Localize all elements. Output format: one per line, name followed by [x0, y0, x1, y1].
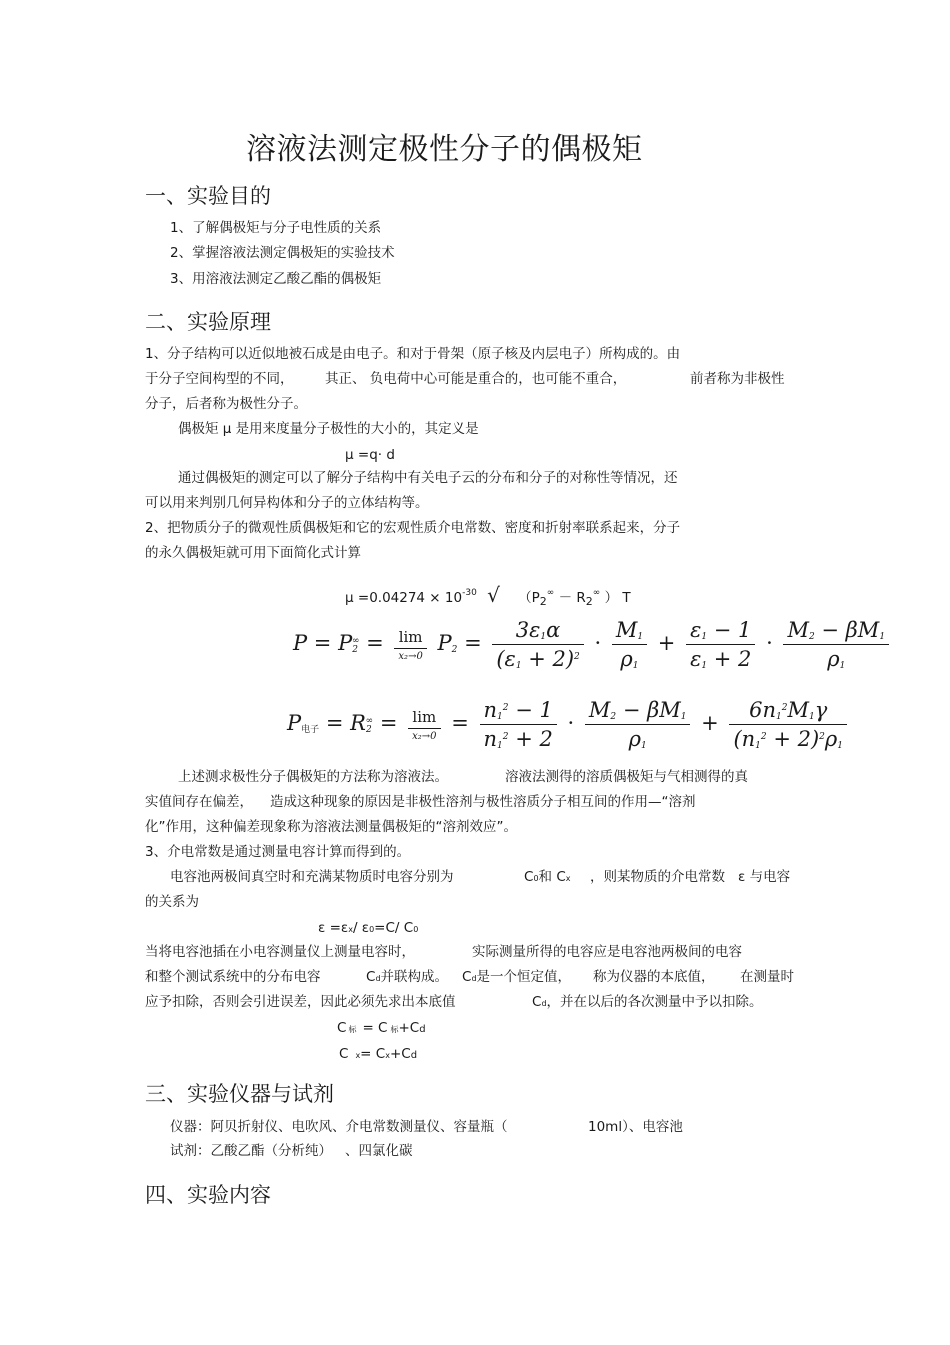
paragraph-line: ε 与电容: [738, 869, 791, 885]
section-heading-purpose: 一、实验目的: [145, 184, 271, 208]
dipole-formula-exponent: -30: [462, 588, 477, 598]
x-subscript: x: [385, 1051, 390, 1060]
standard-subscript: 标: [390, 1025, 399, 1034]
paragraph-line: 上述测求极性分子偶极矩的方法称为溶液法。: [178, 769, 448, 785]
molar-polarization-formula: $P = P_2^\infty$ = $\frac{\lim}{\text{x₂→0}}$ $P_2$ = $\frac{3\varepsilon_1\alpha}{(\varepsilon_1 + 2)^2}$ · $\frac{M_1}{\rho_1}$ + $\frac{\varepsilon_1 - 1}{\varepsilon_1 + 2}$ · $\frac{M_2 - \beta M_1}{\rho_1}$: [293, 618, 893, 671]
paragraph-line: 2、把物质分子的微观性质偶极矩和它的宏观性质介电常数、密度和折射率联系起来，分子: [145, 520, 681, 536]
dipole-definition-equation: μ =q· d: [345, 447, 395, 463]
subscript-d: d: [375, 974, 381, 983]
standard-subscript: 标: [348, 1025, 357, 1034]
x-subscript: x: [355, 1051, 361, 1060]
sqrt-symbol: √: [487, 583, 500, 607]
section-heading-principle: 二、实验原理: [145, 310, 271, 334]
subscript-0: 0: [413, 925, 419, 934]
paragraph-line: 造成这种现象的原因是非极性溶剂与极性溶质分子相互间的作用—“溶剂: [270, 794, 696, 810]
dipole-formula-p-infinity: ∞: [546, 588, 555, 598]
paragraph-line: 化”作用，这种偏差现象称为溶液法测量偶极矩的“溶剂效应”。: [145, 819, 517, 835]
subscript-x: x: [348, 925, 353, 934]
subscript-2: 2: [539, 595, 547, 608]
distributed-capacitance-2: [462, 969, 571, 985]
subscript-d: d: [419, 1024, 426, 1035]
paragraph-line: 在测量时: [740, 969, 794, 985]
paragraph-line: 溶液法测得的溶质偶极矩与气相测得的真: [505, 769, 748, 785]
paragraph-line: 于分子空间构型的不同，: [145, 371, 294, 387]
subscript-d: d: [541, 999, 547, 1008]
purpose-item-2: 2、掌握溶液法测定偶极矩的实验技术: [170, 245, 395, 261]
paragraph-line: 应予扣除，否则会引进误差，因此必须先求出本底值: [145, 994, 456, 1010]
subscript-0: 0: [533, 874, 539, 883]
purpose-item-1: 1、了解偶极矩与分子电性质的关系: [170, 220, 382, 236]
page-title: 溶液法测定极性分子的偶极矩: [246, 132, 643, 167]
paragraph-line: 3、介电常数是通过测量电容计算而得到的。: [145, 844, 411, 860]
subscript-d: d: [471, 974, 477, 983]
cd-symbol: C: [462, 969, 472, 985]
cd-symbol: C: [366, 969, 376, 985]
purpose-item-3: 3、用溶液法测定乙酸乙酯的偶极矩: [170, 271, 382, 287]
plus-c: +C: [389, 1046, 411, 1062]
paragraph-line: 当将电容池插在小电容测量仪上测量电容时，: [145, 944, 415, 960]
cd-symbol: C: [532, 994, 542, 1010]
paragraph-line: 和整个测试系统中的分布电容: [145, 969, 321, 985]
sample-capacitance-equation: [339, 1046, 417, 1062]
dipole-formula-r-term: － R: [558, 590, 586, 606]
subscript-d: d: [410, 1050, 418, 1061]
subscript-x: x: [565, 874, 571, 883]
c0-symbol: C: [524, 869, 534, 885]
distributed-capacitance: [366, 969, 448, 985]
reagents-line-2: 、四氯化碳: [345, 1143, 413, 1159]
c-symbol: C: [337, 1020, 347, 1036]
reagents-line: 试剂：乙酸乙酯（分析纯）: [170, 1143, 332, 1159]
molar-refraction-formula: $P_{电子} = R_2^\infty$ = $\frac{\lim}{\text{x₂→0}}$ = $\frac{n_1^2 - 1}{n_1^2 + 2}$ · $\frac{M_2 - \beta M_1}{\rho_1}$ + $\frac{6n_1^2M_1\gamma}{(n_1^2 + 2)^2\rho_1}$: [287, 698, 851, 751]
dipole-formula: [345, 583, 631, 608]
paragraph-line: 前者称为非极性: [690, 371, 785, 387]
c-symbol: C: [339, 1046, 349, 1062]
epsilon-term: ε =ε: [318, 920, 349, 936]
permittivity-equation: [318, 920, 418, 936]
dipole-formula-r-infinity: ∞: [592, 588, 601, 598]
paragraph-line: 称为仪器的本底值，: [593, 969, 715, 985]
paragraph-line: 的永久偶极矩就可用下面简化式计算: [145, 545, 361, 561]
dipole-formula-temperature: ） T: [604, 590, 631, 606]
parallel-text: 并联构成。: [380, 969, 449, 985]
paragraph-line: 其正、 负电荷中心可能是重合的，也可能不重合，: [325, 371, 627, 387]
capacitance-ratio: =C/ C: [374, 920, 414, 936]
background-capacitance: [532, 994, 763, 1010]
constant-text: 是一个恒定值，: [476, 969, 572, 985]
section-heading-procedure: 四、实验内容: [145, 1183, 271, 1207]
cx-symbol: 和 C: [538, 869, 566, 885]
subscript-2: 2: [585, 595, 593, 608]
paragraph-line: 分子，后者称为极性分子。: [145, 396, 307, 412]
capacitance-c0: [524, 869, 570, 885]
instruments-line-2: 10ml）、电容池: [588, 1119, 683, 1135]
instruments-line: 仪器：阿贝折射仪、电吹风、介电常数测量仪、容量瓶（: [170, 1119, 508, 1135]
paragraph-line: 实值间存在偏差，: [145, 794, 253, 810]
section-heading-instruments: 三、实验仪器与试剂: [145, 1082, 334, 1106]
paragraph-line: ，则某物质的介电常数: [590, 869, 725, 885]
paragraph-line: 电容池两极间真空时和充满某物质时电容分别为: [170, 869, 454, 885]
paragraph-line: 1、分子结构可以近似地被石成是由电子。和对于骨架（原子核及内层电子）所构成的。由: [145, 346, 681, 362]
paragraph-line: 的关系为: [145, 894, 199, 910]
paragraph-line: 实际测量所得的电容应是电容池两极间的电容: [472, 944, 742, 960]
subscript-0: 0: [369, 925, 375, 934]
paragraph-line: 通过偶极矩的测定可以了解分子结构中有关电子云的分布和分子的对称性等情况，还: [178, 470, 678, 486]
dipole-formula-coefficient: μ =0.04274 × 10: [345, 590, 463, 606]
standard-capacitance-equation: [337, 1020, 426, 1036]
deduct-text: ，并在以后的各次测量中予以扣除。: [546, 994, 763, 1010]
paragraph-line: 偶极矩 μ 是用来度量分子极性的大小的，其定义是: [178, 421, 479, 437]
paragraph-line: 可以用来判别几何异构体和分子的立体结构等。: [145, 495, 429, 511]
equals-c: = C: [362, 1020, 388, 1036]
epsilon-zero-term: / ε: [352, 920, 370, 936]
equals-c: = C: [360, 1046, 386, 1062]
dipole-formula-p-term: （P: [518, 590, 540, 606]
plus-c: +C: [398, 1020, 420, 1036]
